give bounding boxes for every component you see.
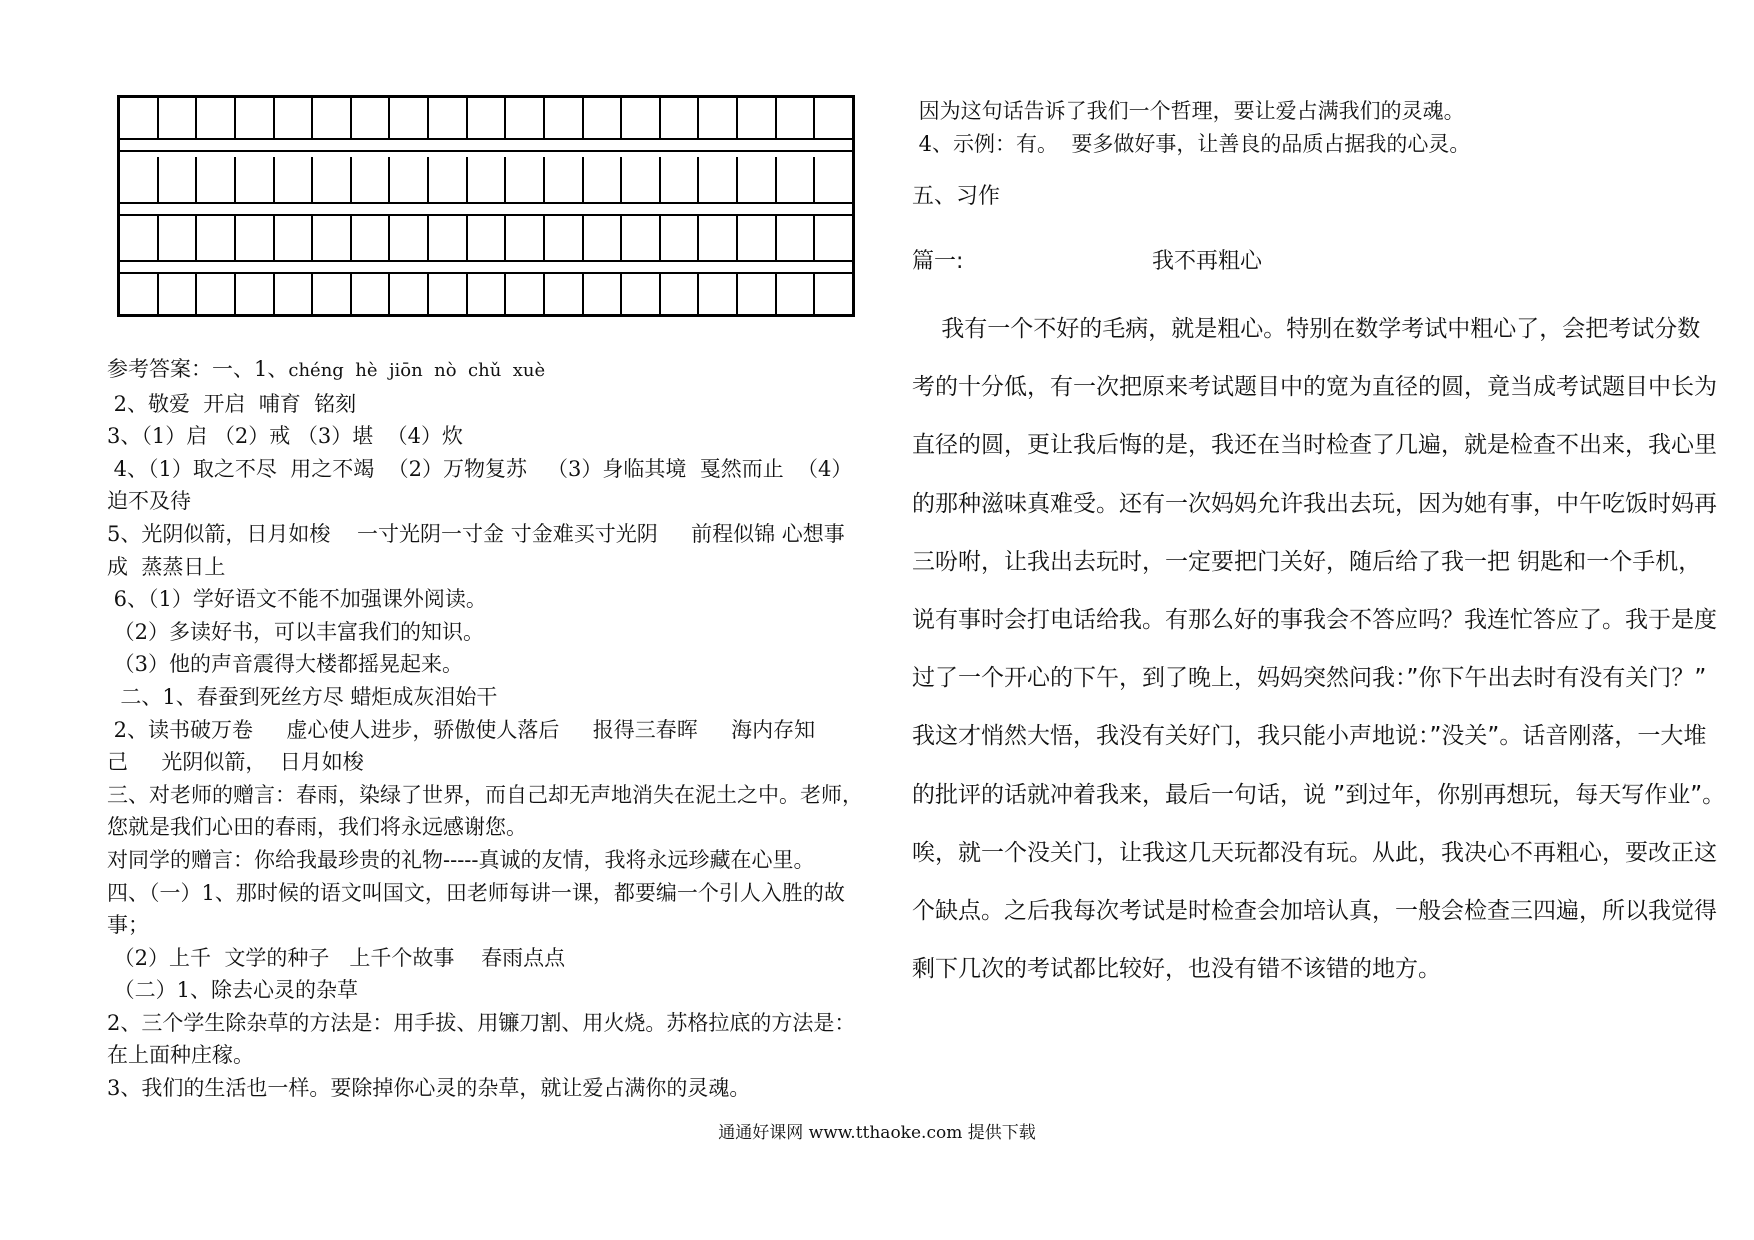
- grid-cell[interactable]: [275, 98, 314, 138]
- answer-line: [107, 779, 872, 812]
- answer-line: [107, 974, 872, 1007]
- grid-cell[interactable]: [390, 216, 429, 260]
- grid-cell[interactable]: [313, 274, 352, 317]
- answer-line: [107, 485, 872, 518]
- grid-gap: [120, 138, 852, 152]
- grid-cell[interactable]: [506, 216, 545, 260]
- grid-cell[interactable]: [236, 157, 275, 202]
- answer-line: [107, 844, 872, 877]
- answer-text: 对同学的赠言：你给我最珍贵的礼物-----真诚的友情，我将永远珍藏在心里。: [107, 847, 815, 872]
- essay-line: 个缺点。之后我每次考试是时检查会加培认真，一般会检查三四遍，所以我觉得: [912, 898, 1717, 924]
- grid-cell[interactable]: [699, 157, 738, 202]
- answer-line-example: 4、示例：有。 要多做好事，让善良的品质占据我的心灵。: [912, 132, 1471, 156]
- grid-row: [120, 98, 852, 138]
- grid-cell[interactable]: [159, 98, 198, 138]
- answer-line: [107, 877, 872, 910]
- grid-cell[interactable]: [506, 157, 545, 202]
- answer-text: 二、1、春蚕到死丝方尽 蜡炬成灰泪始干: [107, 684, 498, 709]
- answer-line: [107, 1039, 872, 1072]
- grid-cell[interactable]: [390, 274, 429, 317]
- answer-line: [107, 942, 872, 975]
- grid-cell[interactable]: [159, 274, 198, 317]
- grid-cell[interactable]: [506, 98, 545, 138]
- answer-line: [107, 681, 872, 714]
- grid-cell[interactable]: [468, 274, 507, 317]
- grid-cell[interactable]: [468, 98, 507, 138]
- page-footer: 通通好课网 www.tthaoke.com 提供下载: [718, 1123, 1036, 1143]
- grid-cell[interactable]: [584, 274, 623, 317]
- grid-cell[interactable]: [429, 216, 468, 260]
- answer-text: 5、光阴似箭，日月如梭 一寸光阴一寸金 寸金难买寸光阴 前程似锦 心想事: [107, 521, 845, 546]
- essay-title: 我不再粗心: [1152, 249, 1263, 274]
- grid-cell[interactable]: [738, 216, 777, 260]
- essay-line: 说有事时会打电话给我。有那么好的事我会不答应吗？我连忙答应了。我于是度: [912, 607, 1717, 633]
- answer-text: 您就是我们心田的春雨，我们将永远感谢您。: [107, 815, 527, 840]
- grid-cell[interactable]: [197, 98, 236, 138]
- answer-column: [107, 353, 872, 1105]
- grid-cell[interactable]: [429, 98, 468, 138]
- grid-row: [120, 274, 852, 317]
- answer-line: [107, 420, 872, 453]
- answer-text: （二）1、除去心灵的杂草: [107, 978, 359, 1003]
- grid-cell[interactable]: [699, 274, 738, 317]
- essay-line: 我这才悄然大悟，我没有关好门，我只能小声地说：”没关”。话音刚落，一大堆: [912, 723, 1707, 750]
- grid-cell[interactable]: [352, 216, 391, 260]
- answer-text: 4、（1）取之不尽 用之不竭 （2）万物复苏 （3）身临其境 戛然而止 （4）: [107, 456, 853, 481]
- grid-cell[interactable]: [429, 157, 468, 202]
- grid-cell[interactable]: [120, 157, 159, 202]
- answer-text: 在上面种庄稼。: [107, 1043, 254, 1068]
- answer-line: [107, 353, 872, 388]
- grid-cell[interactable]: [777, 216, 816, 260]
- piece-label: 篇一:: [912, 249, 964, 274]
- grid-cell[interactable]: [738, 274, 777, 317]
- grid-cell[interactable]: [352, 274, 391, 317]
- grid-cell[interactable]: [584, 157, 623, 202]
- grid-cell[interactable]: [468, 157, 507, 202]
- answer-text: （2）多读好书，可以丰富我们的知识。: [107, 619, 485, 644]
- answer-text: （3）他的声音震得大楼都摇晃起来。: [107, 652, 464, 677]
- grid-cell[interactable]: [777, 157, 816, 202]
- answer-text: 3、（1）启 （2）戒 （3）堪 （4）炊: [107, 424, 464, 449]
- grid-row: [120, 157, 852, 202]
- essay-line: 过了一个开心的下午，到了晚上，妈妈突然问我：”你下午出去时有没有关门？”: [912, 665, 1707, 692]
- grid-cell[interactable]: [197, 157, 236, 202]
- grid-gap: [120, 260, 852, 274]
- answer-line-philosophy: 因为这句话告诉了我们一个哲理，要让爱占满我们的灵魂。: [912, 99, 1465, 123]
- essay-line: 唉，就一个没关门，让我这几天玩都没有玩。从此，我决心不再粗心，要改正这: [912, 839, 1717, 866]
- writing-grid: [117, 95, 855, 317]
- grid-cell[interactable]: [275, 157, 314, 202]
- answer-line: [107, 1072, 872, 1105]
- answer-text: 2、三个学生除杂草的方法是：用手拔、用镰刀割、用火烧。苏格拉底的方法是：: [107, 1010, 856, 1035]
- grid-cell[interactable]: [622, 274, 661, 317]
- grid-cell[interactable]: [159, 216, 198, 260]
- grid-cell[interactable]: [815, 274, 852, 317]
- grid-cell[interactable]: [197, 216, 236, 260]
- grid-cell[interactable]: [468, 216, 507, 260]
- grid-cell[interactable]: [120, 216, 159, 260]
- grid-row: [120, 216, 852, 260]
- answer-line: [107, 1007, 872, 1040]
- grid-cell[interactable]: [545, 157, 584, 202]
- answer-text: 2、敬爱 开启 哺育 铭刻: [107, 391, 357, 416]
- grid-cell[interactable]: [545, 216, 584, 260]
- grid-cell[interactable]: [275, 216, 314, 260]
- grid-cell[interactable]: [352, 98, 391, 138]
- grid-cell[interactable]: [429, 274, 468, 317]
- grid-cell[interactable]: [313, 157, 352, 202]
- grid-cell[interactable]: [622, 157, 661, 202]
- grid-cell[interactable]: [506, 274, 545, 317]
- grid-cell[interactable]: [815, 216, 852, 260]
- essay-line: 直径的圆，更让我后悔的是，我还在当时检查了几遍，就是检查不出来，我心里: [912, 432, 1717, 459]
- answer-line: [107, 453, 872, 486]
- answer-line: [107, 746, 872, 779]
- grid-cell[interactable]: [545, 98, 584, 138]
- grid-cell[interactable]: [197, 274, 236, 317]
- grid-cell[interactable]: [120, 274, 159, 317]
- grid-cell[interactable]: [622, 98, 661, 138]
- answer-text: 四、（一）1、那时候的语文叫国文，田老师每讲一课，都要编一个引人入胜的故: [107, 880, 845, 905]
- answer-line: [107, 909, 872, 942]
- essay-line: 三吩咐，让我出去玩时，一定要把门关好，随后给了我一把 钥匙和一个手机，: [912, 548, 1702, 575]
- grid-cell[interactable]: [738, 157, 777, 202]
- grid-cell[interactable]: [815, 157, 852, 202]
- answer-text: （2）上千 文学的种子 上千个故事 春雨点点: [107, 945, 566, 970]
- answer-text: 3、我们的生活也一样。要除掉你心灵的杂草，就让爱占满你的灵魂。: [107, 1076, 751, 1101]
- grid-cell[interactable]: [699, 216, 738, 260]
- answer-line: [107, 551, 872, 584]
- answer-text: 三、对老师的赠言：春雨，染绿了世界，而自己却无声地消失在泥土之中。老师，: [107, 782, 863, 807]
- answer-line: [107, 648, 872, 681]
- essay-line: 的批评的话就冲着我来，最后一句话，说 ”到过年，你别再想玩，每天写作业”。: [912, 781, 1726, 808]
- grid-cell[interactable]: [661, 157, 700, 202]
- grid-cell[interactable]: [236, 274, 275, 317]
- answer-text: 6、（1）学好语文不能不加强课外阅读。: [107, 587, 487, 612]
- answer-text: 参考答案：一、1、: [107, 357, 289, 381]
- grid-cell[interactable]: [777, 274, 816, 317]
- grid-gap: [120, 202, 852, 216]
- grid-cell[interactable]: [699, 98, 738, 138]
- grid-cell[interactable]: [120, 98, 159, 138]
- section-heading: 五、习作: [912, 184, 1001, 209]
- grid-cell[interactable]: [738, 98, 777, 138]
- grid-cell[interactable]: [352, 157, 391, 202]
- grid-cell[interactable]: [390, 98, 429, 138]
- grid-cell[interactable]: [275, 274, 314, 317]
- grid-cell[interactable]: [622, 216, 661, 260]
- answer-text: 2、读书破万卷 虚心使人进步，骄傲使人落后 报得三春晖 海内存知: [107, 717, 816, 742]
- answer-line: [107, 811, 872, 844]
- grid-cell[interactable]: [584, 98, 623, 138]
- grid-cell[interactable]: [545, 274, 584, 317]
- answer-text: 事；: [107, 913, 149, 938]
- grid-cell[interactable]: [815, 98, 852, 138]
- grid-cell[interactable]: [313, 216, 352, 260]
- answer-text: 己 光阴似箭， 日月如梭: [107, 750, 364, 775]
- grid-cell[interactable]: [236, 98, 275, 138]
- grid-cell[interactable]: [159, 157, 198, 202]
- grid-cell[interactable]: [661, 274, 700, 317]
- essay-line: 考的十分低，有一次把原来考试题目中的宽为直径的圆，竟当成考试题目中长为: [912, 374, 1717, 401]
- grid-cell[interactable]: [661, 216, 700, 260]
- essay-line: 我有一个不好的毛病，就是粗心。特别在数学考试中粗心了，会把考试分数: [912, 316, 1701, 342]
- grid-cell[interactable]: [313, 98, 352, 138]
- pinyin-answer: chéng hè jiōn nò chǔ xuè: [288, 360, 546, 381]
- answer-line: [107, 388, 872, 421]
- answer-text: 迫不及待: [107, 489, 191, 514]
- grid-cell[interactable]: [390, 157, 429, 202]
- answer-line: [107, 616, 872, 649]
- answer-line: [107, 714, 872, 747]
- grid-cell[interactable]: [777, 98, 816, 138]
- grid-cell[interactable]: [236, 216, 275, 260]
- grid-cell[interactable]: [661, 98, 700, 138]
- answer-line: [107, 518, 872, 551]
- answer-text: 成 蒸蒸日上: [107, 554, 226, 579]
- essay-line: 剩下几次的考试都比较好，也没有错不该错的地方。: [912, 956, 1441, 983]
- answer-line: [107, 583, 872, 616]
- essay-line: 的那种滋味真难受。还有一次妈妈允许我出去玩，因为她有事，中午吃饭时妈再: [912, 490, 1717, 517]
- grid-cell[interactable]: [584, 216, 623, 260]
